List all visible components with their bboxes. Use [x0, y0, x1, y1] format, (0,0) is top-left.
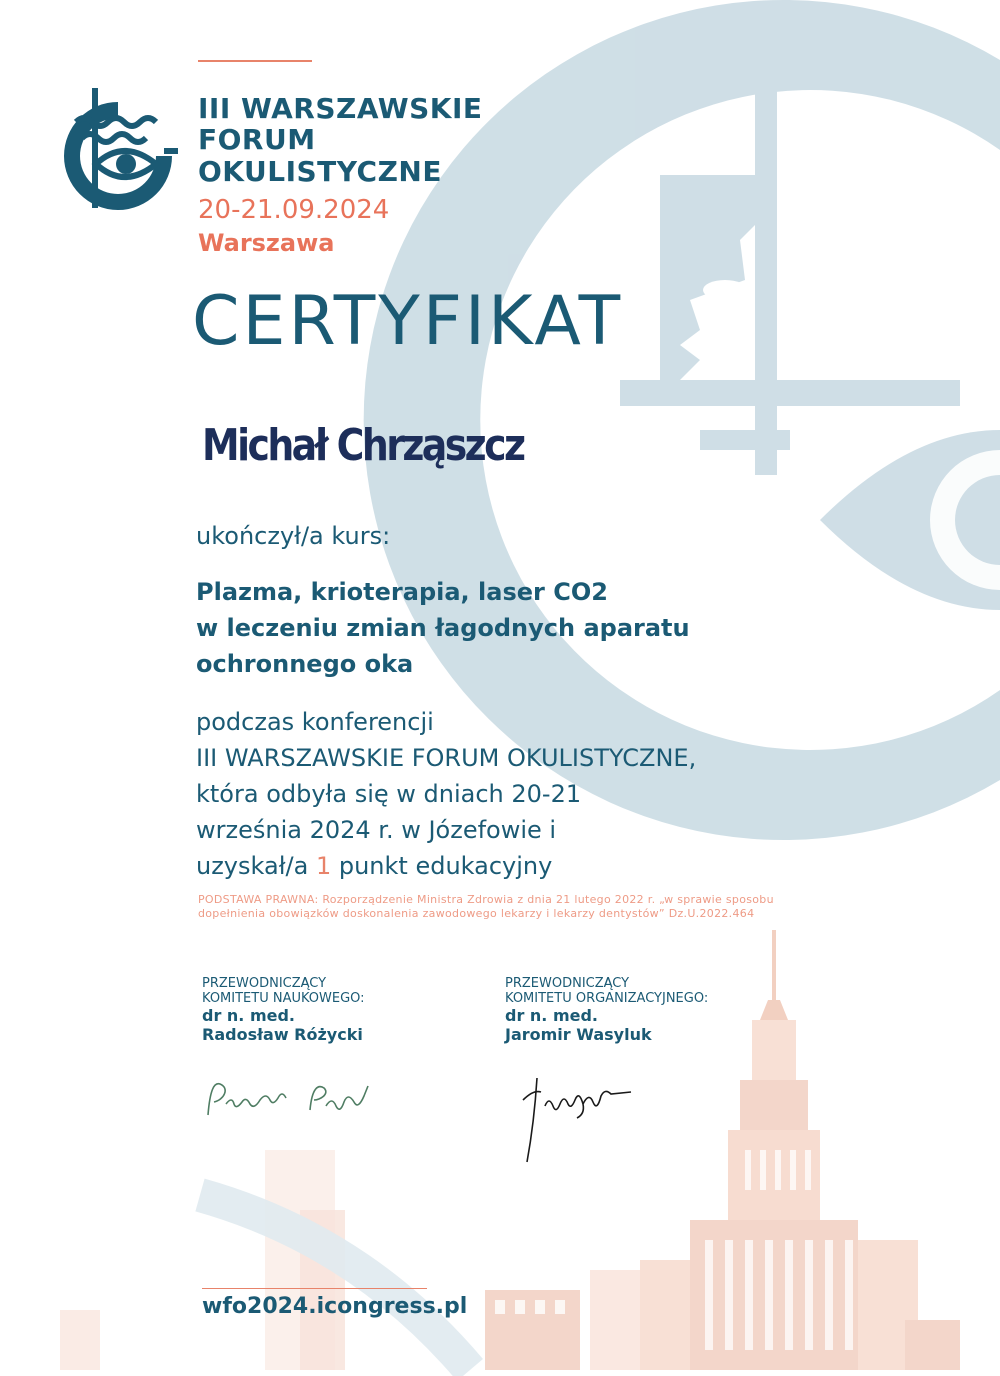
description-line: która odbyła się w dniach 20-21 — [196, 780, 582, 808]
signatory-role: PRZEWODNICZĄCY — [505, 976, 630, 991]
event-dates: 20-21.09.2024 — [198, 195, 390, 225]
recipient-name: Michał Chrząszcz — [202, 420, 524, 471]
completed-label: ukończył/a kurs: — [196, 522, 391, 550]
event-title-line-2: FORUM — [198, 123, 316, 156]
legal-basis-note: PODSTAWA PRAWNA: Rozporządzenie Ministra Zdrowia z dnia 21 lutego 2022 r. „w sprawie sposobu dopełnienia obowiązków doskonalenia zawodowego lekarzy i lekarzy dentystów” Dz.U.2022.464 — [198, 893, 774, 920]
signatory-scientific — [202, 976, 482, 1044]
description-line: III WARSZAWSKIE FORUM OKULISTYCZNE, — [196, 744, 697, 772]
top-accent-line — [198, 60, 312, 62]
course-title-line: ochronnego oka — [196, 650, 414, 678]
course-title-line: w leczeniu zmian łagodnych aparatu — [196, 614, 690, 642]
description-line: września 2024 r. w Józefowie i — [196, 816, 557, 844]
footer-accent-line — [202, 1288, 427, 1289]
signatory-name: Jaromir Wasyluk — [505, 1025, 652, 1044]
description-line: podczas konferencji — [196, 708, 434, 736]
signatory-role: KOMITETU NAUKOWEGO: — [202, 991, 365, 1006]
certificate-title: CERTYFIKAT — [192, 282, 624, 361]
event-website-link[interactable]: wfo2024.icongress.pl — [202, 1294, 468, 1319]
event-title-line-1: III WARSZAWSKIE — [198, 92, 483, 125]
conference-description — [196, 704, 696, 884]
points-value: 1 — [315, 852, 332, 880]
signatory-organizing — [505, 976, 785, 1044]
signature-rozycki — [200, 1070, 380, 1130]
event-title-line-3: OKULISTYCZNE — [198, 155, 442, 188]
points-suffix: punkt edukacyjny — [331, 852, 553, 880]
signatory-role: PRZEWODNICZĄCY — [202, 976, 327, 991]
points-prefix: uzyskał/a — [196, 852, 316, 880]
event-city: Warszawa — [198, 229, 335, 257]
points-line — [196, 848, 696, 884]
signatory-degree: dr n. med. — [202, 1006, 296, 1025]
course-title-line: Plazma, krioterapia, laser CO2 — [196, 578, 608, 606]
signatory-name: Radosław Różycki — [202, 1025, 363, 1044]
eye-caduceus-emblem-icon — [52, 82, 184, 222]
signature-wasyluk — [505, 1070, 645, 1170]
signatory-role: KOMITETU ORGANIZACYJNEGO: — [505, 991, 709, 1006]
course-title — [196, 574, 690, 682]
signatory-degree: dr n. med. — [505, 1006, 599, 1025]
